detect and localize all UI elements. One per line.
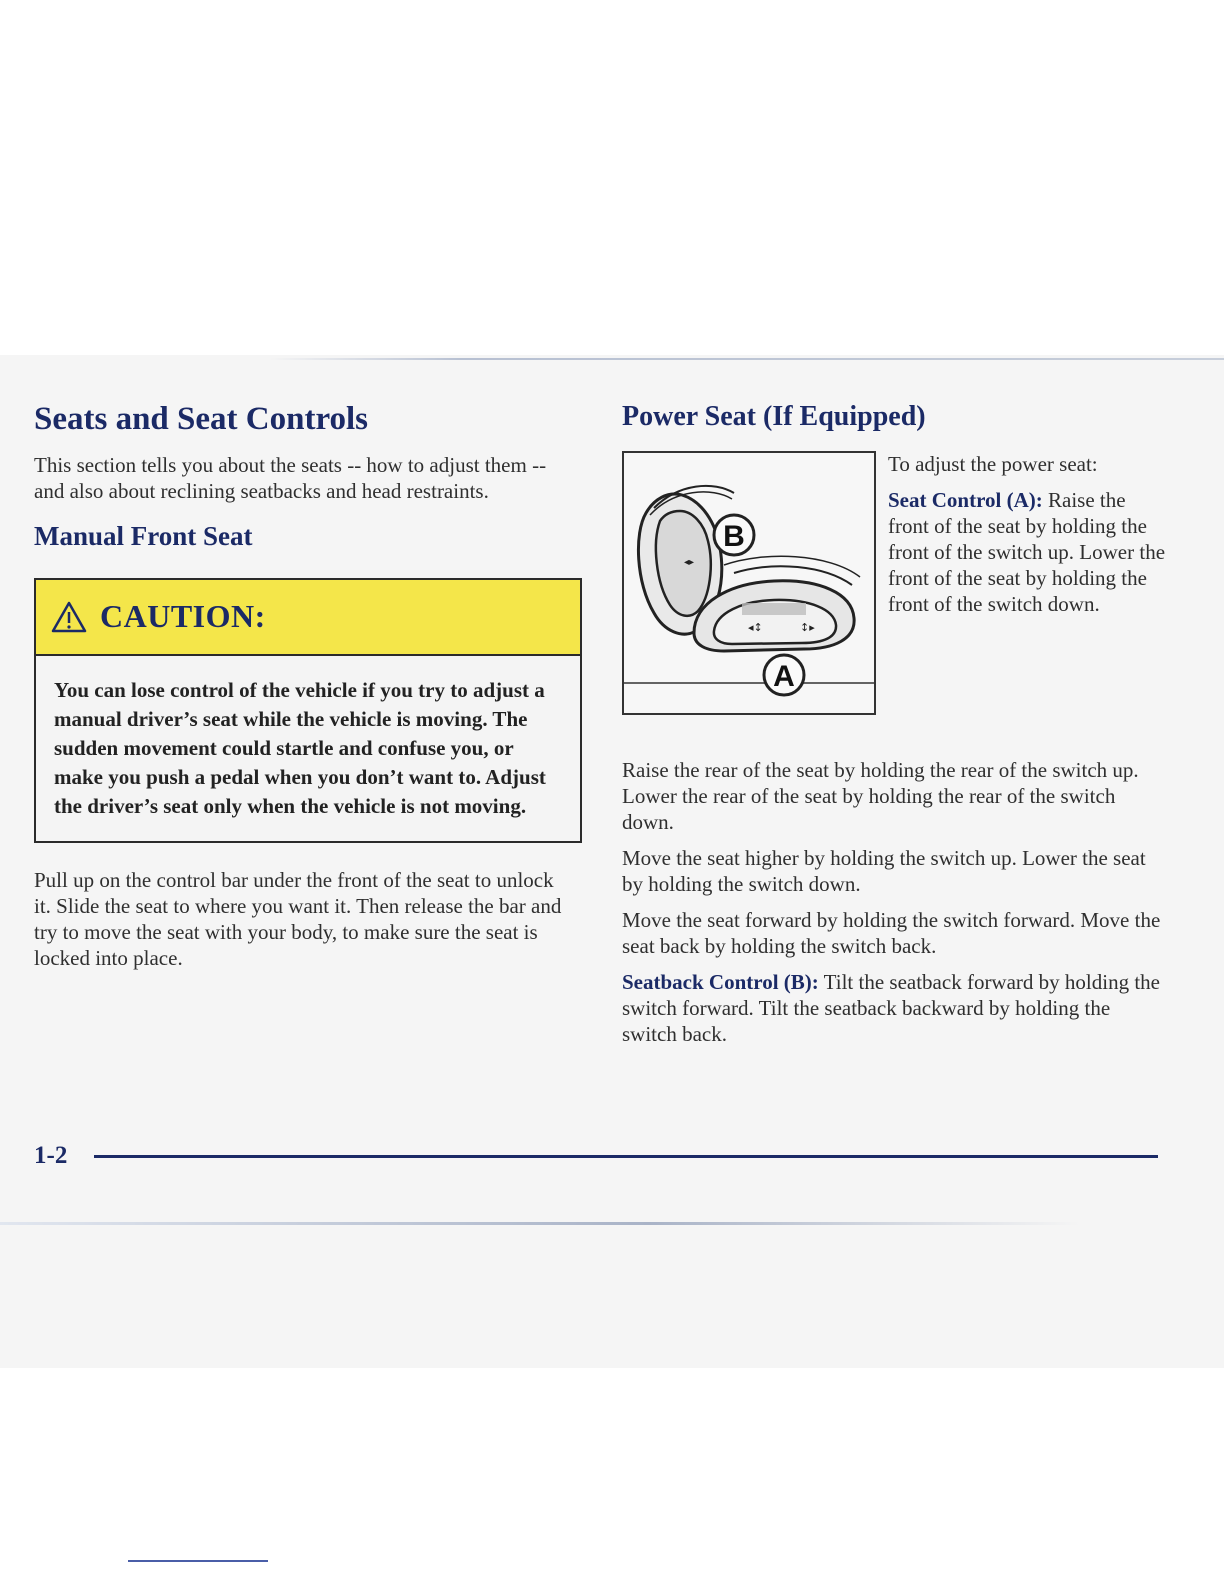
caution-text: You can lose control of the vehicle if you try to adjust a manual driver’s seat while the vehicle is moving. The sudden movement could startle and confuse you, or make you push a pedal when you don’t want to. Adjust the driver’s seat only when the vehicle is not moving. (54, 677, 546, 818)
seat-control-paragraph (888, 487, 1170, 617)
page-number: 1-2 (34, 1142, 68, 1169)
power-seat-heading: Power Seat (If Equipped) (622, 401, 926, 432)
seat-control-text: Raise the front of the seat by holding the front of the switch up. Lower the front of the seat by holding the front of the switch down. (888, 487, 1166, 616)
svg-text:↕▸: ↕▸ (800, 620, 815, 634)
seatback-lead: Seatback Control (B): (622, 969, 819, 994)
warning-triangle-icon (50, 600, 88, 634)
seat-controls-illustration (624, 453, 874, 713)
label-a: A (773, 659, 795, 693)
label-b: B (723, 519, 745, 553)
bottom-rule (0, 1222, 1080, 1225)
figure-side-text (888, 451, 1170, 715)
seat-control-lead: Seat Control (A): (888, 487, 1043, 512)
caution-label: CAUTION: (100, 598, 266, 635)
bottom-blue-mark (128, 1560, 268, 1562)
caution-box (34, 578, 582, 843)
rear-adjust-paragraph: Raise the rear of the seat by holding the rear of the switch up. Lower the rear of the seat by holding the rear of the switch down. (622, 757, 1139, 834)
top-rule (270, 358, 1224, 360)
manual-seat-instructions: Pull up on the control bar under the front of the seat to unlock it. Slide the seat to where you want it. Then release the bar and try to move the seat with your body, to make sure the seat is locked into place. (34, 867, 562, 970)
figure-row (622, 451, 1170, 715)
section-intro: This section tells you about the seats -- how to adjust them -- and also about reclining seatbacks and head restraints. (34, 452, 547, 503)
power-seat-figure (622, 451, 876, 715)
svg-text:◂↕: ◂↕ (748, 620, 763, 634)
seatback-paragraph (622, 969, 1170, 1047)
power-seat-intro: To adjust the power seat: (888, 451, 1098, 476)
section-title: Seats and Seat Controls (34, 401, 369, 437)
footer-rule (94, 1155, 1158, 1158)
left-column (34, 400, 582, 971)
seatback-text: Tilt the seatback forward by holding the switch forward. Tilt the seatback backward by holding the switch back. (622, 969, 1160, 1046)
right-column (622, 400, 1170, 1047)
height-adjust-paragraph: Move the seat higher by holding the switch up. Lower the seat by holding the switch down. (622, 845, 1146, 896)
forward-adjust-paragraph: Move the seat forward by holding the switch forward. Move the seat back by holding the switch back. (622, 907, 1161, 958)
svg-text:◂▸: ◂▸ (684, 556, 695, 568)
manual-seat-heading: Manual Front Seat (34, 520, 253, 551)
caution-header (36, 580, 580, 656)
